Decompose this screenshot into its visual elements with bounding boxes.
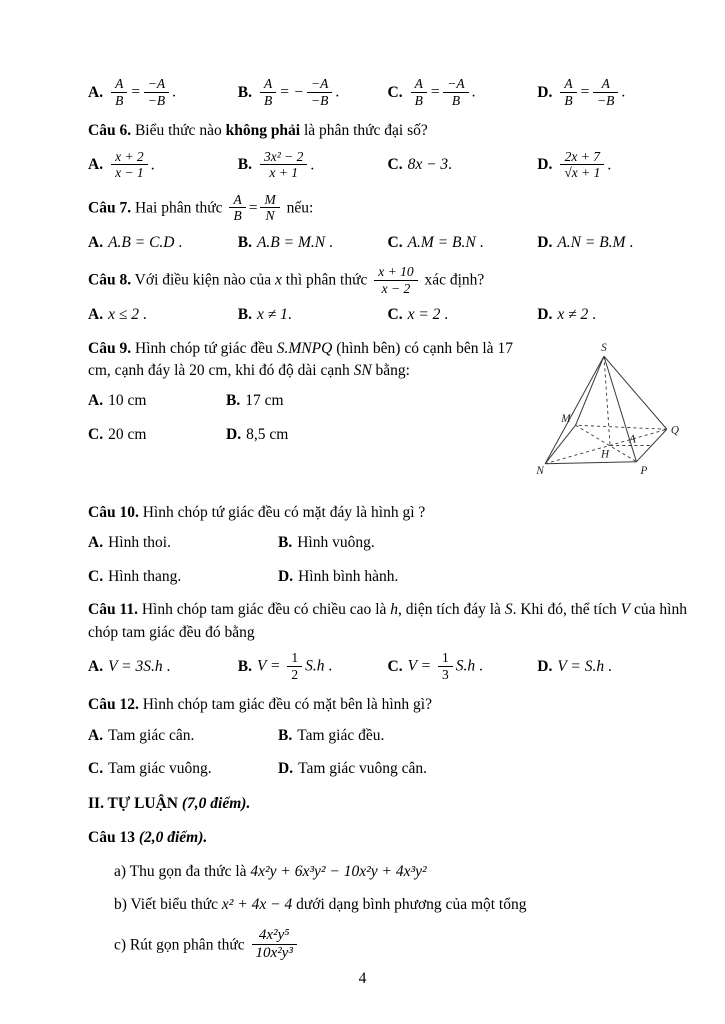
fraction bbox=[411, 76, 427, 108]
answer-option bbox=[88, 424, 226, 446]
question-points: (2,0 điểm). bbox=[138, 829, 208, 847]
fraction bbox=[443, 76, 468, 108]
option-label: D. bbox=[226, 425, 242, 443]
question-13-part-b bbox=[88, 894, 687, 916]
fraction-denominator: 2 bbox=[291, 666, 299, 682]
fraction-denominator: 3 bbox=[441, 666, 449, 682]
option-formula: S.h bbox=[305, 657, 325, 675]
option-period: . bbox=[448, 156, 453, 174]
option-label: C. bbox=[387, 83, 403, 101]
fraction-denominator: −B bbox=[597, 92, 615, 108]
polynomial-expression: 4x²y + 6x³y² − 10x²y + 4x³y² bbox=[250, 862, 427, 880]
answer-option bbox=[88, 656, 238, 678]
section-2-title bbox=[88, 793, 687, 815]
answer-option bbox=[238, 304, 388, 326]
option-text: Tam giác vuông cân. bbox=[298, 760, 427, 778]
question-text: của hình chóp tam giác đều đó bằng bbox=[88, 601, 687, 641]
fraction bbox=[111, 149, 148, 181]
fraction-denominator: x − 1 bbox=[115, 165, 144, 181]
fraction bbox=[260, 76, 276, 108]
answer-option bbox=[88, 532, 278, 554]
answer-option bbox=[238, 232, 388, 254]
fraction bbox=[260, 149, 307, 181]
question-9 bbox=[88, 338, 687, 491]
option-period: . bbox=[310, 156, 315, 174]
part-text: b) Viết biểu thức bbox=[114, 896, 222, 914]
question-13-part-c bbox=[88, 928, 687, 964]
answer-option bbox=[88, 150, 238, 182]
option-formula: 8x − 3 bbox=[407, 156, 449, 174]
option-formula: x ≠ 2 bbox=[557, 306, 589, 324]
option-label: D. bbox=[278, 567, 294, 585]
pyramid-svg bbox=[525, 340, 687, 482]
option-label: A. bbox=[88, 156, 104, 174]
answer-option bbox=[278, 758, 538, 780]
question-8-options bbox=[88, 304, 687, 326]
fraction-denominator: B bbox=[263, 92, 273, 108]
option-formula: A.B = C.D bbox=[108, 233, 175, 251]
answer-option bbox=[88, 566, 278, 588]
fraction bbox=[560, 149, 604, 181]
radical-sign: √ bbox=[564, 165, 572, 181]
answer-option bbox=[537, 304, 687, 326]
option-label: D. bbox=[537, 658, 553, 676]
fraction bbox=[260, 192, 279, 224]
fraction bbox=[144, 76, 169, 108]
variable: x bbox=[275, 271, 282, 289]
answer-option bbox=[388, 651, 538, 683]
part-text: c) Rút gọn phân thức bbox=[114, 935, 249, 953]
question-8-heading bbox=[88, 265, 687, 297]
part-text: dưới dạng bình phương của một tổng bbox=[292, 896, 527, 914]
fraction-numerator: A bbox=[593, 76, 618, 93]
option-text: 17 cm bbox=[245, 392, 284, 410]
fraction-denominator: B bbox=[564, 92, 573, 108]
option-formula: A.M = B.N bbox=[407, 233, 476, 251]
option-label: B. bbox=[226, 392, 241, 410]
question-13-part-a bbox=[88, 861, 687, 883]
fraction-numerator: x + 2 bbox=[111, 149, 148, 166]
question-7-options bbox=[88, 232, 687, 254]
option-period: . bbox=[588, 306, 596, 324]
answer-option bbox=[226, 390, 396, 412]
answer-option bbox=[226, 424, 396, 446]
fraction bbox=[560, 76, 576, 108]
option-label: D. bbox=[537, 306, 553, 324]
option-period: . bbox=[324, 657, 333, 675]
answer-option bbox=[88, 77, 238, 109]
question-text: bằng: bbox=[371, 362, 410, 379]
fraction bbox=[252, 927, 297, 963]
option-text: 8,5 cm bbox=[246, 425, 289, 443]
option-label: A. bbox=[88, 392, 104, 410]
vertex-label-p: P bbox=[640, 464, 648, 477]
fraction-denominator: N bbox=[265, 208, 275, 224]
pyramid-figure bbox=[525, 340, 687, 489]
answer-option bbox=[388, 304, 538, 326]
option-label: A. bbox=[88, 658, 104, 676]
question-number: Câu 9. bbox=[88, 339, 132, 357]
question-text: thì phân thức bbox=[281, 271, 372, 289]
section-title: II. TỰ LUẬN bbox=[88, 794, 182, 812]
vertex-label-n: N bbox=[536, 464, 544, 477]
option-label: B. bbox=[237, 657, 252, 675]
option-period: . bbox=[172, 83, 177, 101]
question-text: Hình chóp tam giác đều có chiều cao là bbox=[137, 601, 391, 619]
fraction-numerator: A bbox=[229, 192, 245, 209]
fraction-numerator: A bbox=[560, 76, 576, 93]
fraction-numerator: −A bbox=[443, 76, 468, 93]
option-text: Hình vuông. bbox=[297, 534, 375, 552]
answer-option bbox=[88, 758, 278, 780]
answer-option bbox=[88, 725, 278, 747]
quadratic-expression: x² + 4x − 4 bbox=[221, 896, 293, 914]
answer-option bbox=[238, 150, 388, 182]
equals-sign: = bbox=[130, 83, 141, 101]
option-formula: A.B = M.N bbox=[256, 233, 326, 251]
option-formula: A.N = B.M bbox=[557, 233, 626, 251]
option-text: Tam giác cân. bbox=[108, 726, 195, 744]
option-period: . bbox=[604, 658, 612, 676]
question-text: nếu: bbox=[282, 199, 314, 217]
option-label: C. bbox=[387, 233, 403, 251]
question-text: là phân thức đại số? bbox=[300, 122, 428, 140]
point-label-a: A bbox=[628, 432, 636, 445]
fraction-denominator: −B bbox=[311, 92, 329, 108]
answer-option bbox=[278, 725, 538, 747]
option-formula: V = S.h bbox=[557, 658, 605, 676]
answer-option bbox=[388, 154, 538, 176]
option-label: D. bbox=[537, 156, 553, 174]
question-9-options bbox=[88, 390, 408, 446]
option-text: 10 cm bbox=[108, 392, 147, 410]
fraction-numerator: A bbox=[111, 76, 127, 93]
fraction-numerator: 4x²y⁵ bbox=[252, 927, 297, 945]
question-11-heading bbox=[88, 599, 687, 644]
option-label: C. bbox=[387, 306, 403, 324]
fraction bbox=[229, 192, 245, 224]
question-text: Hình chóp tứ giác đều bbox=[131, 339, 277, 357]
option-period: . bbox=[325, 233, 333, 251]
fraction-numerator: −A bbox=[307, 76, 332, 93]
edge-name: SN bbox=[353, 362, 372, 379]
option-label: D. bbox=[278, 760, 294, 778]
fraction bbox=[287, 650, 302, 682]
variable: h bbox=[390, 601, 399, 619]
question-6-heading bbox=[88, 120, 687, 142]
answer-option bbox=[88, 390, 226, 412]
fraction-denominator: B bbox=[115, 92, 124, 108]
fraction-numerator: 2x + 7 bbox=[560, 149, 604, 166]
question-7-heading bbox=[88, 193, 687, 225]
fraction-denominator: x + 1 bbox=[269, 165, 298, 181]
question-12-heading bbox=[88, 694, 687, 716]
question-10-heading bbox=[88, 502, 687, 524]
fraction bbox=[593, 76, 618, 108]
option-formula: x ≤ 2 bbox=[108, 306, 139, 324]
option-label: B. bbox=[237, 156, 252, 174]
equals-sign: = − bbox=[279, 83, 305, 101]
vertex-label-q: Q bbox=[670, 423, 679, 436]
option-label: B. bbox=[237, 233, 252, 251]
option-label: B. bbox=[278, 534, 293, 552]
question-text: , diện tích đáy là bbox=[398, 601, 505, 619]
option-label: C. bbox=[387, 657, 403, 675]
answer-option bbox=[537, 77, 687, 109]
question-number: Câu 11. bbox=[88, 601, 138, 619]
question-13-heading bbox=[88, 827, 687, 849]
fraction-numerator: A bbox=[260, 76, 276, 93]
option-period: . bbox=[475, 233, 484, 251]
option-label: C. bbox=[88, 425, 104, 443]
fraction-denominator: 10x²y³ bbox=[255, 944, 293, 961]
fraction-denominator: B bbox=[451, 92, 461, 108]
question-text: Hình chóp tam giác đều có mặt bên là hình gì? bbox=[138, 696, 432, 714]
option-label: A. bbox=[88, 726, 104, 744]
answer-option bbox=[238, 651, 388, 683]
option-label: C. bbox=[387, 156, 403, 174]
vertex-label-s: S bbox=[601, 341, 607, 354]
shape-name: S.MNPQ bbox=[276, 339, 333, 357]
fraction-numerator: M bbox=[260, 192, 279, 209]
question-text: Biểu thức nào bbox=[131, 122, 226, 140]
option-label: B. bbox=[237, 83, 252, 101]
section-points: (7,0 điểm). bbox=[181, 794, 251, 812]
question-text: Hình chóp tứ giác đều có mặt đáy là hình gì ? bbox=[138, 504, 426, 521]
option-period: . bbox=[174, 233, 183, 251]
option-label: A. bbox=[88, 83, 104, 101]
option-formula: x = 2 bbox=[407, 306, 441, 324]
option-period: . bbox=[625, 233, 634, 251]
answer-option bbox=[537, 232, 687, 254]
option-formula: V = 3S.h bbox=[108, 658, 163, 676]
fraction-numerator: 1 bbox=[287, 650, 302, 667]
answer-option bbox=[388, 77, 538, 109]
option-formula: V = bbox=[407, 657, 435, 675]
question-text: . Khi đó, thể tích bbox=[512, 601, 621, 619]
point-label-h: H bbox=[600, 448, 610, 461]
option-label: C. bbox=[88, 760, 104, 778]
fraction bbox=[111, 76, 127, 108]
option-period: . bbox=[138, 306, 147, 324]
option-label: A. bbox=[88, 534, 104, 552]
part-text: a) Thu gọn đa thức là bbox=[114, 862, 251, 880]
option-formula: V = bbox=[256, 657, 285, 675]
question-number: Câu 6. bbox=[88, 122, 132, 140]
answer-option bbox=[238, 77, 388, 109]
answer-option bbox=[278, 532, 538, 554]
option-label: D. bbox=[537, 83, 553, 101]
radicand: x + 1 bbox=[571, 165, 601, 181]
question-6-options bbox=[88, 150, 687, 182]
fraction-numerator: A bbox=[411, 76, 427, 93]
option-period: . bbox=[607, 156, 612, 174]
question-number: Câu 10. bbox=[88, 504, 139, 521]
answer-option bbox=[388, 232, 538, 254]
fraction-denominator: B bbox=[233, 208, 242, 224]
question-text: xác định? bbox=[420, 271, 485, 289]
option-label: B. bbox=[237, 306, 252, 324]
option-text: Tam giác đều. bbox=[297, 726, 385, 744]
option-formula: S.h bbox=[455, 657, 476, 675]
vertex-label-m: M bbox=[561, 412, 571, 425]
option-label: A. bbox=[88, 233, 104, 251]
page-number: 4 bbox=[358, 969, 367, 987]
option-period: . bbox=[335, 83, 340, 101]
option-period: . bbox=[471, 83, 476, 101]
question-number: Câu 12. bbox=[88, 696, 139, 714]
option-period: . bbox=[440, 306, 449, 324]
option-text: Hình bình hành. bbox=[298, 567, 399, 585]
question-text: (hình bên) có cạnh bên là 17 cm, cạnh đáy là 20 cm, khi đó độ dài cạnh bbox=[88, 339, 513, 379]
equals-sign: = bbox=[579, 83, 591, 101]
fraction-numerator: 3x² − 2 bbox=[260, 149, 307, 166]
variable: V bbox=[620, 601, 631, 619]
answer-option bbox=[537, 656, 687, 678]
option-label: C. bbox=[88, 567, 104, 585]
answer-option bbox=[88, 232, 238, 254]
fraction-denominator bbox=[560, 165, 604, 181]
question-number: Câu 13 bbox=[88, 829, 139, 847]
fraction-numerator: −A bbox=[144, 76, 169, 93]
option-period: . bbox=[621, 83, 626, 101]
question-text-bold: không phải bbox=[225, 122, 301, 140]
option-text: Hình thoi. bbox=[108, 534, 171, 552]
option-period: . bbox=[162, 658, 171, 676]
fraction-denominator: x − 2 bbox=[381, 280, 411, 296]
fraction bbox=[374, 264, 417, 296]
question-12-options bbox=[88, 725, 548, 781]
question-text: Với điều kiện nào của bbox=[131, 271, 276, 289]
option-label: B. bbox=[278, 726, 293, 744]
option-label: D. bbox=[537, 233, 553, 251]
q5-options-row bbox=[88, 77, 687, 109]
option-text: 20 cm bbox=[108, 425, 147, 443]
option-period: . bbox=[287, 306, 292, 324]
answer-option bbox=[537, 150, 687, 182]
answer-option bbox=[278, 566, 538, 588]
question-10-options bbox=[88, 532, 548, 588]
fraction bbox=[438, 650, 453, 682]
fraction bbox=[307, 76, 332, 108]
equals-sign: = bbox=[248, 199, 258, 217]
option-period: . bbox=[475, 657, 483, 675]
question-number: Câu 7. bbox=[88, 199, 132, 217]
fraction-denominator: B bbox=[414, 92, 423, 108]
option-text: Tam giác vuông. bbox=[108, 760, 212, 778]
equals-sign: = bbox=[429, 83, 441, 101]
question-number: Câu 8. bbox=[88, 271, 132, 289]
option-period: . bbox=[150, 156, 155, 174]
fraction-numerator: x + 10 bbox=[374, 264, 417, 281]
answer-option bbox=[88, 304, 238, 326]
question-text: Hai phân thức bbox=[131, 199, 227, 217]
fraction-denominator: −B bbox=[147, 92, 166, 108]
option-formula: x ≠ 1 bbox=[256, 306, 288, 324]
option-label: A. bbox=[88, 306, 104, 324]
question-11-options bbox=[88, 651, 687, 683]
option-text: Hình thang. bbox=[108, 567, 182, 585]
fraction-numerator: 1 bbox=[438, 650, 453, 667]
variable: S bbox=[504, 601, 513, 619]
